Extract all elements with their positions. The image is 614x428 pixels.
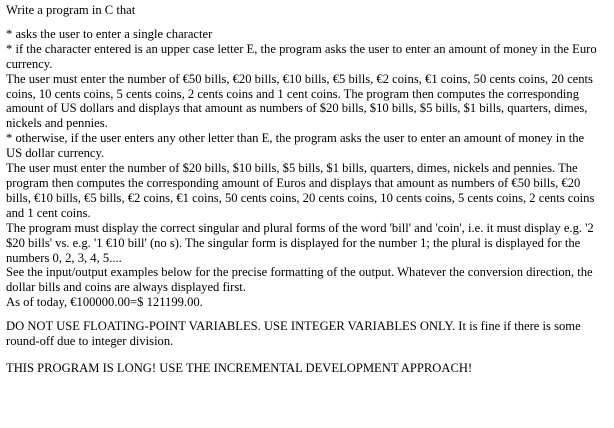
requirement-euro-branch: * if the character entered is an upper case letter E, the program asks the user to enter an amount of money in the Euro currency. <box>6 41 600 71</box>
spacer <box>6 349 600 361</box>
requirement-euro-input: The user must enter the number of €50 bills, €20 bills, €10 bills, €5 bills, €2 coins, €1 coins, 50 cents coins, 20 cents coins, 10 cents coins, 5 cents coins, 2 cents coins and 1 cent coins. The program then computes the corresponding amount of US dollars and displays that amount as numbers of $20 bills, $10 bills, $5 bills, $1 bills, quarters, dimes, nickels and pennies. <box>6 71 597 131</box>
requirement-dollar-input: The user must enter the number of $20 bills, $10 bills, $5 bills, $1 bills, quarters, dimes, nickels and pennies. The program then computes the corresponding amount of Euros and displays that amount as numbers of €50 bills, €20 bills, €10 bills, €5 bills, €2 coins, €1 coins, 50 cents coins, 20 cents coins, 10 cents coins, 5 cents coins, 2 cents coins and 1 cent coins. <box>6 161 598 220</box>
requirement-output-format: See the input/output examples below for the precise formatting of the output. Whatever the conversion direction, the dollar bills and coins are always displayed first. <box>6 265 596 295</box>
requirement-dollar-branch: * otherwise, if the user enters any other letter than E, the program asks the user to enter an amount of money in the US dollar currency. <box>6 131 588 161</box>
document-title: Write a program in C that <box>6 3 136 17</box>
warning-program-long: THIS PROGRAM IS LONG! USE THE INCREMENTAL DEVELOPMENT APPROACH! <box>6 360 473 375</box>
warning-no-floating-point: DO NOT USE FLOATING-POINT VARIABLES. USE INTEGER VARIABLES ONLY. It is fine if there is some round-off due to integer division. <box>6 319 584 349</box>
exchange-rate: As of today, €100000.00=$ 121199.00. <box>6 295 203 310</box>
spacer <box>6 18 600 27</box>
requirements-block <box>6 27 600 310</box>
requirement-plural-forms: The program must display the correct singular and plural forms of the word 'bill' and 'coin', i.e. it must display e.g. '2 $20 bills' vs. e.g. '1 €10 bill' (no s). The singular form is displayed for the number 1; the plural is displayed for the numbers 0, 2, 3, 4, 5.... <box>6 220 597 265</box>
spacer <box>6 310 600 319</box>
requirement-ask-character: * asks the user to enter a single character <box>6 26 213 41</box>
